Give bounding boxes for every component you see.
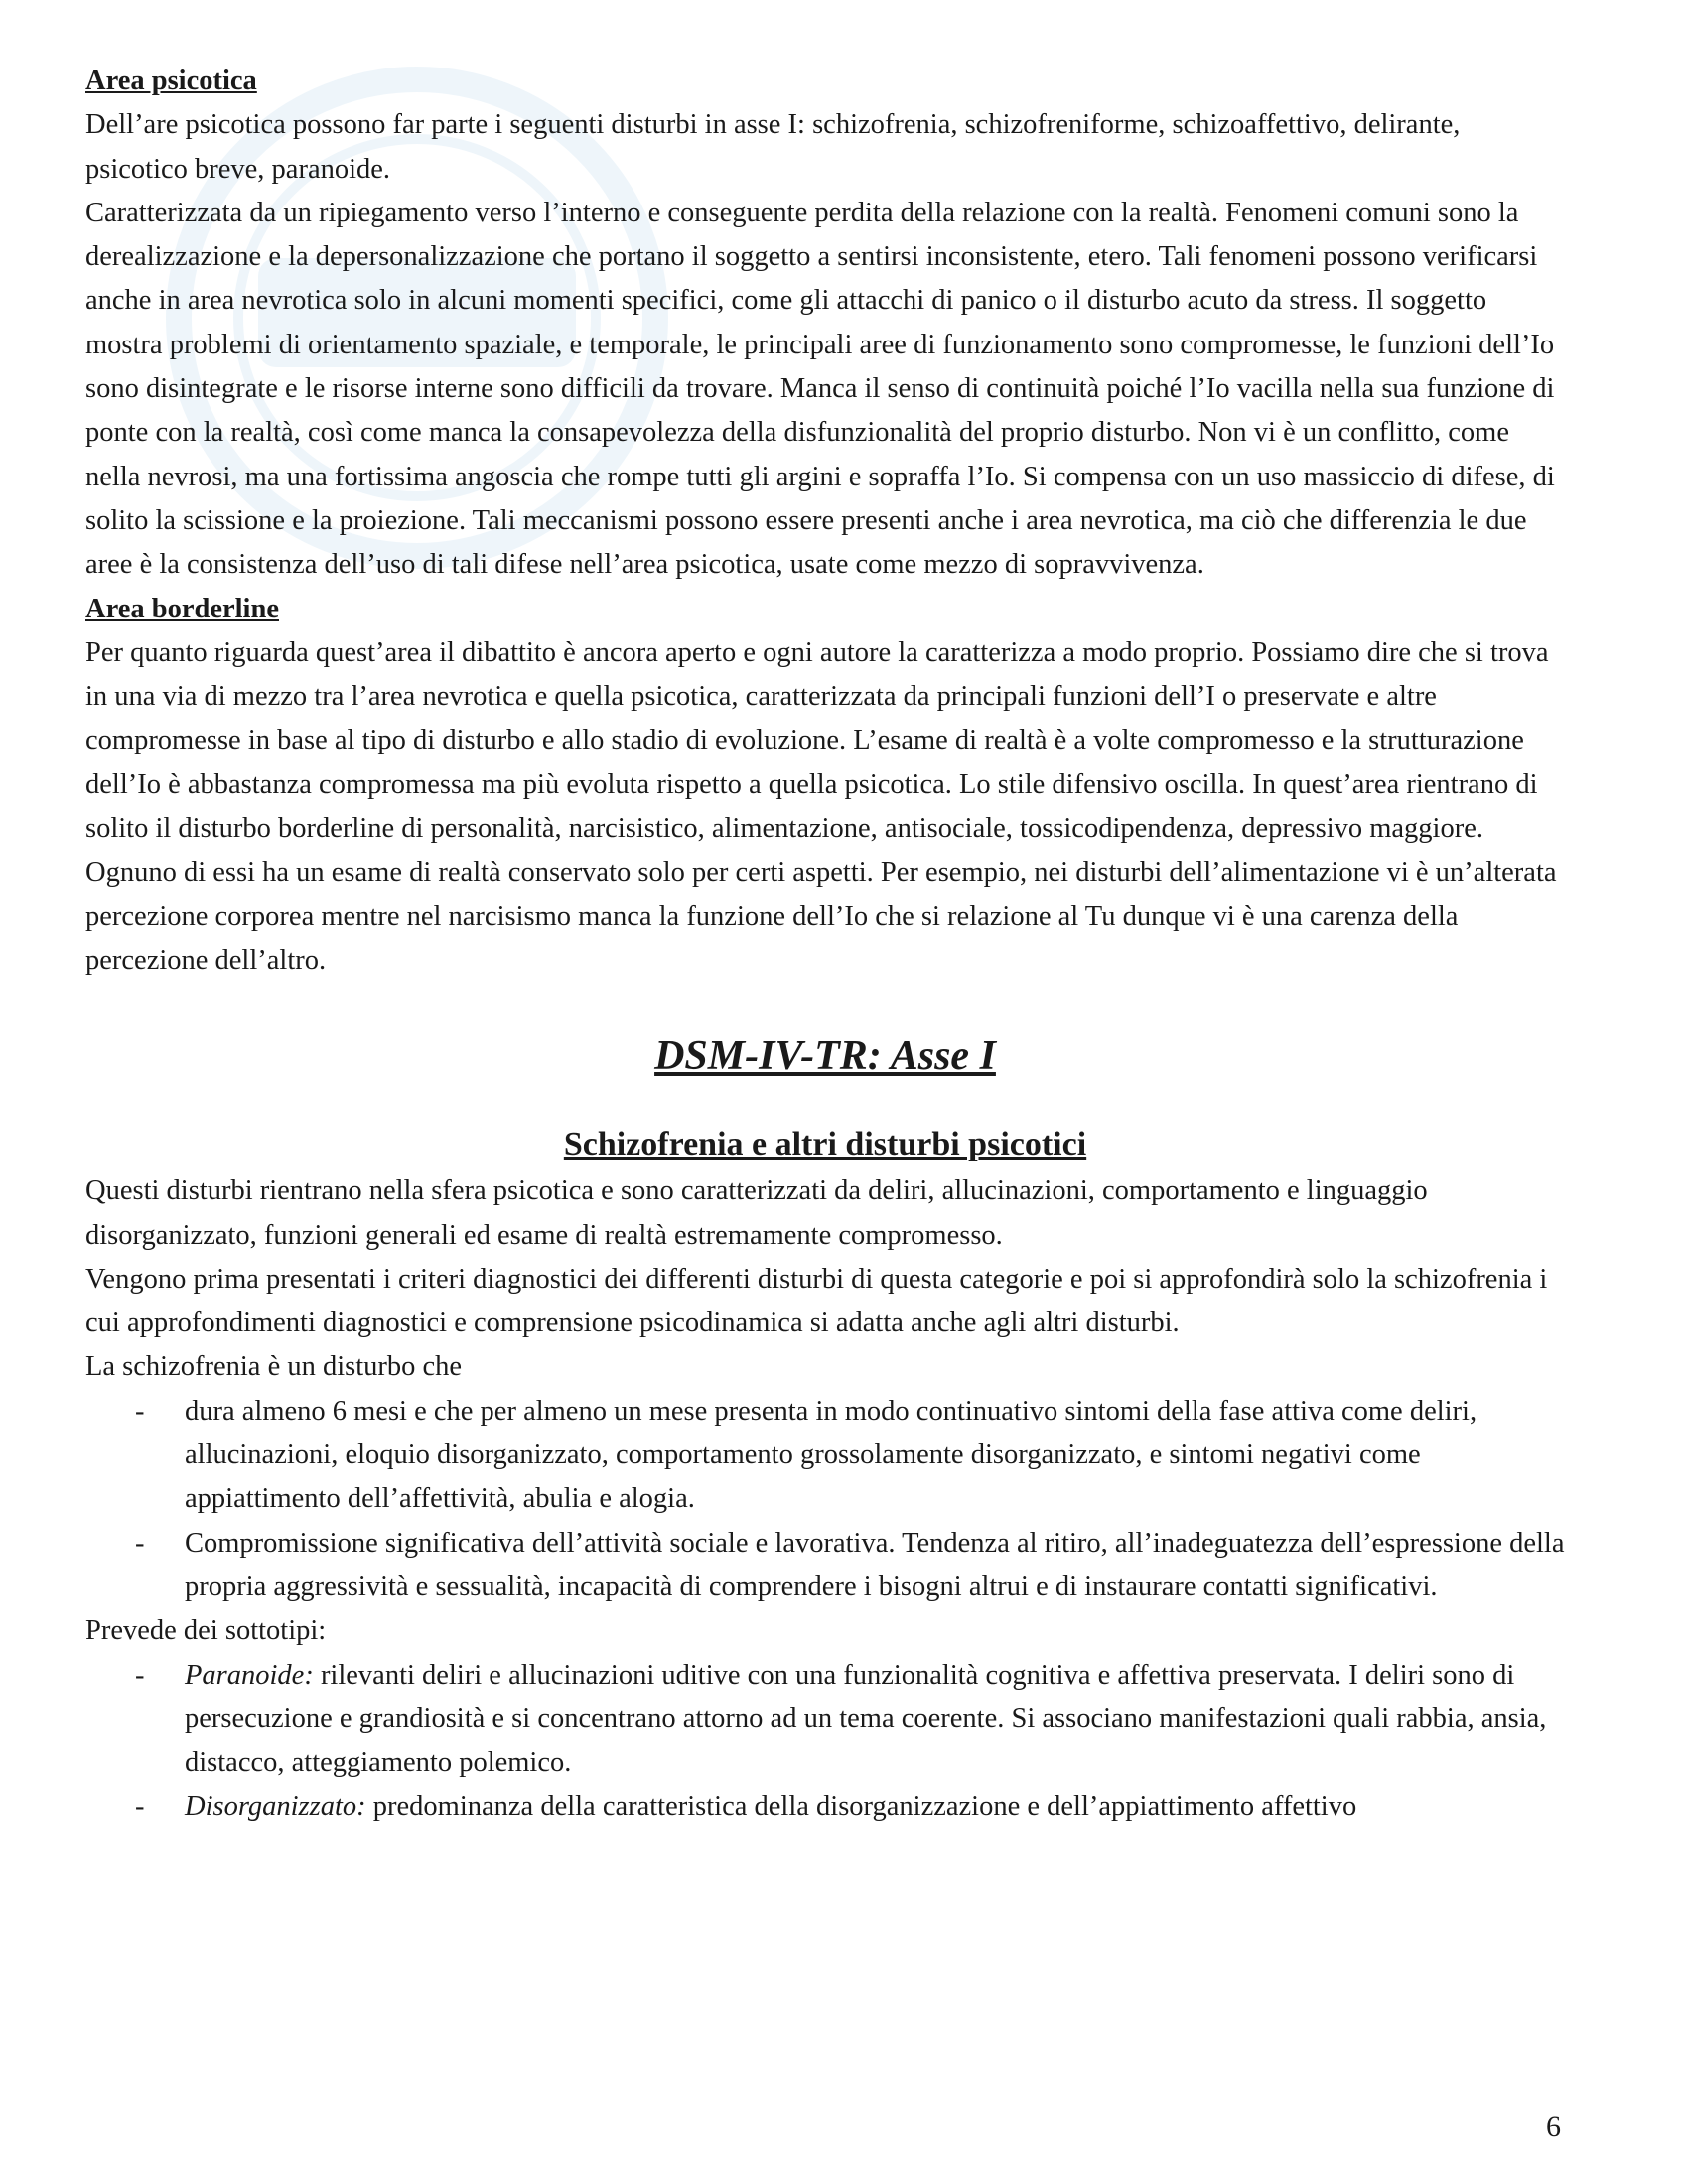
list-item-text: dura almeno 6 mesi e che per almeno un mese presenta in modo continuativo sintomi della fase attiva come deliri, allucinazioni, eloquio disorganizzato, comportamento grossolamente disorganizzato, e sintomi negativi come appiattimento dell’affettività, abulia e alogia. — [185, 1395, 1477, 1515]
subtype-term: Paranoide: — [185, 1659, 314, 1691]
paragraph: Vengono prima presentati i criteri diagnostici dei differenti disturbi di questa categorie e poi si approfondirà solo la schizofrenia i cui approfondimenti diagnostici e comprensione psicodinamica si adatta anche agli altri disturbi. — [85, 1263, 1548, 1339]
dash-bullet: - — [135, 1791, 145, 1823]
paragraph: Prevede dei sottotipi: — [85, 1615, 327, 1647]
section-title-schizofrenia: Schizofrenia e altri disturbi psicotici — [563, 1126, 1087, 1163]
section-title-dsm: DSM-IV-TR: Asse I — [654, 1033, 996, 1080]
paragraph: Caratterizzata da un ripiegamento verso l’interno e conseguente perdita della relazione con la realtà. Fenomeni comuni sono la derealizzazione e la depersonalizzazione che portano il soggetto a sentirsi inconsistente, etero. Tali fenomeni possono verificarsi anche in area nevrotica solo in alcuni momenti specifici, come gli attacchi di panico o il disturbo acuto da stress. Il soggetto mostra problemi di orientamento spaziale, e temporale, le principali aree di funzionamento sono compromesse, le funzioni dell’Io sono disintegrate e le risorse interne sono difficili da trovare. Manca il senso di continuità poiché l’Io vacilla nella sua funzione di ponte con la realtà, così come manca la consapevolezza della disfunzionalità del proprio disturbo. Non vi è un conflitto, come nella nevrosi, ma una fortissima angoscia che rompe tutti gli argini e sopraffa l’Io. Si compensa con un uso massiccio di difese, di solito la scissione e la proiezione. Tali meccanismi possono essere presenti anche i area nevrotica, ma ciò che differenzia le due aree è la consistenza dell’uso di tali difese nell’area psicotica, usate come mezzo di sopravvivenza. — [85, 197, 1555, 581]
dash-bullet: - — [135, 1659, 145, 1691]
page-number: 6 — [1546, 2111, 1561, 2143]
paragraph: Dell’are psicotica possono far parte i seguenti disturbi in asse I: schizofrenia, schizofreniforme, schizoaffettivo, delirante, psicotico breve, paranoide. — [85, 109, 1461, 185]
paragraph: La schizofrenia è un disturbo che — [85, 1351, 463, 1383]
list-item — [85, 1785, 1565, 1829]
heading-area-psicotica: Area psicotica — [85, 66, 257, 96]
subtype-text: rilevanti deliri e allucinazioni uditive con una funzionalità cognitiva e affettiva preservata. I deliri sono di persecuzione e grandiosità e si concentrano attorno ad un tema coerente. Si associano manifestazioni quali rabbia, ansia, distacco, atteggiamento polemico. — [185, 1659, 1547, 1779]
subtype-term: Disorganizzato: — [185, 1791, 366, 1823]
criteria-list — [85, 1390, 1565, 1609]
document-page — [85, 60, 1565, 1830]
list-item — [85, 1390, 1565, 1522]
list-item-text: Compromissione significativa dell’attività sociale e lavorativa. Tendenza al ritiro, all’inadeguatezza dell’espressione della propria aggressività e sessualità, incapacità di comprendere i bisogni altrui e di instaurare contatti significativi. — [185, 1527, 1565, 1602]
dash-bullet: - — [135, 1527, 145, 1559]
list-item — [85, 1654, 1565, 1786]
list-item — [85, 1522, 1565, 1610]
subtypes-list — [85, 1654, 1565, 1830]
subtype-text: predominanza della caratteristica della disorganizzazione e dell’appiattimento affettivo — [365, 1791, 1357, 1823]
heading-area-borderline: Area borderline — [85, 593, 279, 624]
paragraph: Per quanto riguarda quest’area il dibattito è ancora aperto e ogni autore la caratterizza a modo proprio. Possiamo dire che si trova in una via di mezzo tra l’area nevrotica e quella psicotica, caratterizzata da principali funzioni dell’I o preservate e altre compromesse in base al tipo di disturbo e allo stadio di evoluzione. L’esame di realtà è a volte compromesso e la strutturazione dell’Io è abbastanza compromessa ma più evoluta rispetto a quella psicotica. Lo stile difensivo oscilla. In quest’area rientrano di solito il disturbo borderline di personalità, narcisistico, alimentazione, antisociale, tossicodipendenza, depressivo maggiore. Ognuno di essi ha un esame di realtà conservato solo per certi aspetti. Per esempio, nei disturbi dell’alimentazione vi è un’alterata percezione corporea mentre nel narcisismo manca la funzione dell’Io che si relazione al Tu dunque vi è una carenza della percezione dell’altro. — [85, 636, 1557, 976]
paragraph: Questi disturbi rientrano nella sfera psicotica e sono caratterizzati da deliri, allucinazioni, comportamento e linguaggio disorganizzato, funzioni generali ed esame di realtà estremamente compromesso. — [85, 1175, 1428, 1251]
dash-bullet: - — [135, 1395, 145, 1427]
